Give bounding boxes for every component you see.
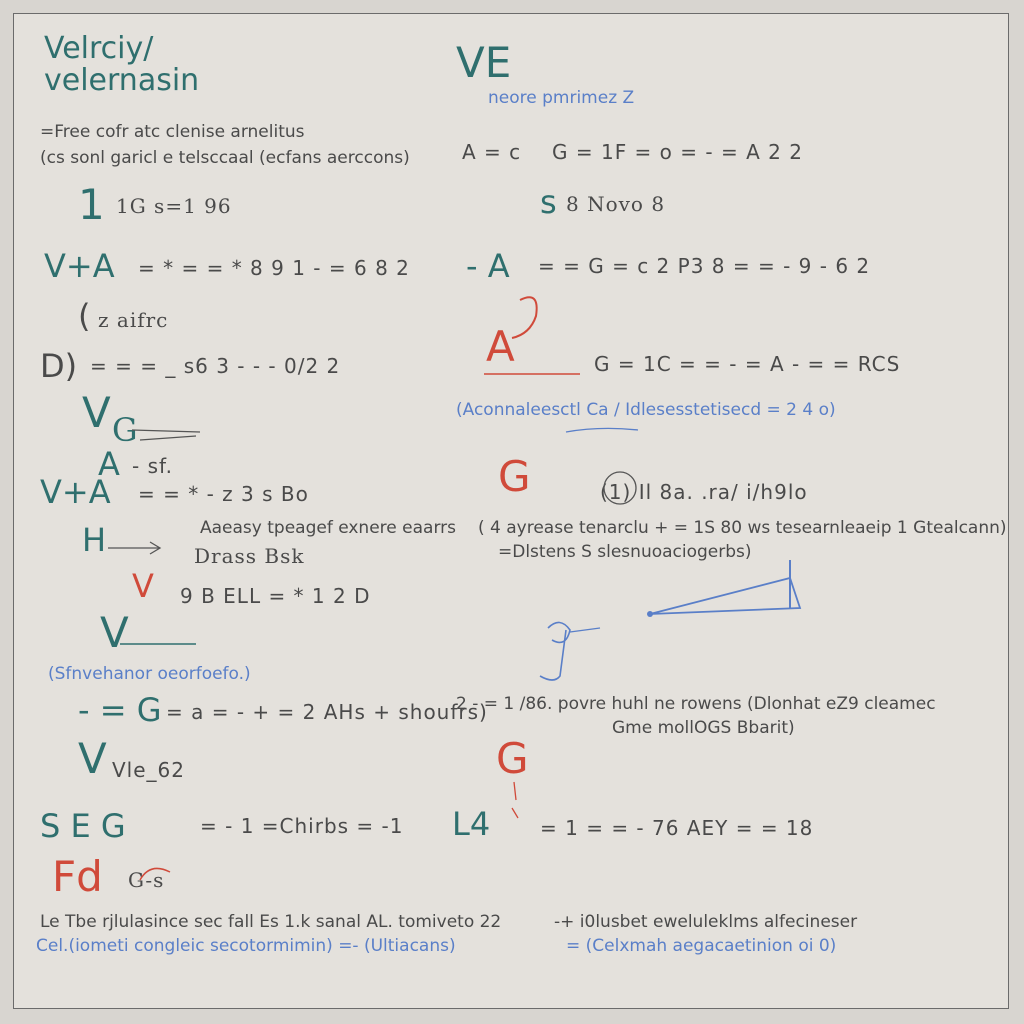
left-row-5-text: G <box>112 411 138 449</box>
left-row-1-text: 1G s=1 96 <box>116 194 232 218</box>
left-footer-line1: Le Tbe rjlulasince sec fall Es 1.k sanal AL. tomiveto 22 <box>40 912 502 932</box>
right-red-hook-stroke <box>512 297 537 338</box>
left-row-14-lead: V <box>78 734 107 783</box>
left-row-10-text: 9 B ELL = * 1 2 D <box>180 584 371 608</box>
right-blue-underline <box>566 428 638 432</box>
right-circle-mark <box>604 472 636 504</box>
right-row-11-lead: G <box>496 734 529 783</box>
right-title-line2: neore pmrimez Z <box>488 88 635 108</box>
left-row-7-text: = = * - z 3 s Bo <box>138 482 309 506</box>
right-row-3-text: = = G = c 2 P3 8 = = - 9 - 6 2 <box>538 254 871 278</box>
right-row-3-lead: - A <box>466 247 510 285</box>
right-g-tail <box>570 628 600 632</box>
left-row-11-lead: V <box>100 608 129 657</box>
left-row-5-lead: V <box>82 388 111 437</box>
right-row-12-lead: L4 <box>452 805 491 843</box>
left-arrow-stroke <box>108 542 160 554</box>
left-red-hook <box>140 868 170 880</box>
right-row-6-text: (1) Il 8a. .ra/ i/h9lo <box>600 480 808 504</box>
right-row-9-text: 2 - = 1 /86. povre huhl ne rowens (Dlonhat eZ9 cleamec <box>456 694 936 714</box>
left-row-13-lead: - = G <box>78 691 162 729</box>
left-row-9-text: Aaeasy tpeagef exnere eaarrs <box>200 518 456 538</box>
right-red-ticks <box>512 782 518 818</box>
left-row-6-text: - sf. <box>132 454 173 478</box>
left-row-12-text: (Sfnvehanor oeorfoefo.) <box>48 664 251 684</box>
right-row-1-lead: A = c <box>462 140 522 164</box>
left-row-13-text: = a = - + = 2 AHs + shoufrs) <box>166 700 488 724</box>
left-intro-line1: =Free cofr atc clenise arnelitus <box>40 122 305 142</box>
right-footer-line2: = (Celxmah aegacaetinion oi 0) <box>566 936 837 956</box>
right-graph-point <box>647 611 653 617</box>
right-row-2-lead: s <box>540 183 557 221</box>
right-row-6-lead: G <box>498 452 531 501</box>
left-row-10-lead: V <box>132 567 154 605</box>
right-row-4-text: G = 1C = = - = A - = = RCS <box>594 352 901 376</box>
left-row-7-lead: V+A <box>40 473 111 511</box>
right-g-scribble <box>540 622 570 680</box>
left-row-16-lead: Fd <box>52 852 103 901</box>
left-row-6-lead: A <box>98 445 120 483</box>
right-title-line1: VE <box>456 38 512 87</box>
left-row-4-text: = = = _ s6 3 - - - 0/2 2 <box>90 354 341 378</box>
right-row-4-lead: A <box>486 322 515 371</box>
right-row-1-text: G = 1F = o = - = A 2 2 <box>552 140 803 164</box>
left-row-15-lead: S E G <box>40 807 126 845</box>
left-row-3-lead: ( <box>78 297 91 335</box>
left-underline-stroke <box>132 430 200 440</box>
right-row-12-text: = 1 = = - 76 AEY = = 18 <box>540 816 814 840</box>
right-row-2-text: 8 Novo 8 <box>566 192 666 216</box>
right-row-8-text: =Dlstens S slesnuoaciogerbs) <box>498 542 752 562</box>
left-row-16-text: G-s <box>128 868 165 892</box>
left-intro-line2: (cs sonl garicl e telsccaal (ecfans aerccons) <box>40 148 410 168</box>
left-row-14-text: Vle_62 <box>112 758 185 782</box>
right-footer-line1: -+ i0lusbet eweluleklms alfecineser <box>554 912 858 932</box>
left-row-8-lead: H <box>82 521 107 559</box>
left-row-1-lead: 1 <box>78 180 105 229</box>
left-row-15-text: = - 1 =Chirbs = -1 <box>200 814 404 838</box>
left-row-4-lead: D) <box>40 347 78 385</box>
right-row-10-text: Gme mollOGS Bbarit) <box>612 718 795 738</box>
left-title-line1: Velrciy/ <box>44 31 154 66</box>
left-title-line2: velernasin <box>44 63 200 98</box>
left-row-3-text: z aifrc <box>98 308 169 332</box>
left-row-2-lead: V+A <box>44 247 115 285</box>
left-row-2-text: = * = = * 8 9 1 - = 6 8 2 <box>138 256 410 280</box>
right-row-5-text: (Aconnaleesctl Ca / Idlesesstetisecd = 2 4 o) <box>456 400 836 420</box>
left-footer-line2: Cel.(iometi congleic secotormimin) =- (Ultiacans) <box>36 936 456 956</box>
right-graph-ramp <box>650 578 800 614</box>
right-row-7-text: ( 4 ayrease tenarclu + = 1S 80 ws tesearnleaeip 1 Gtealcann) <box>478 518 1007 538</box>
left-row-8-text: Drass Bsk <box>194 544 305 568</box>
